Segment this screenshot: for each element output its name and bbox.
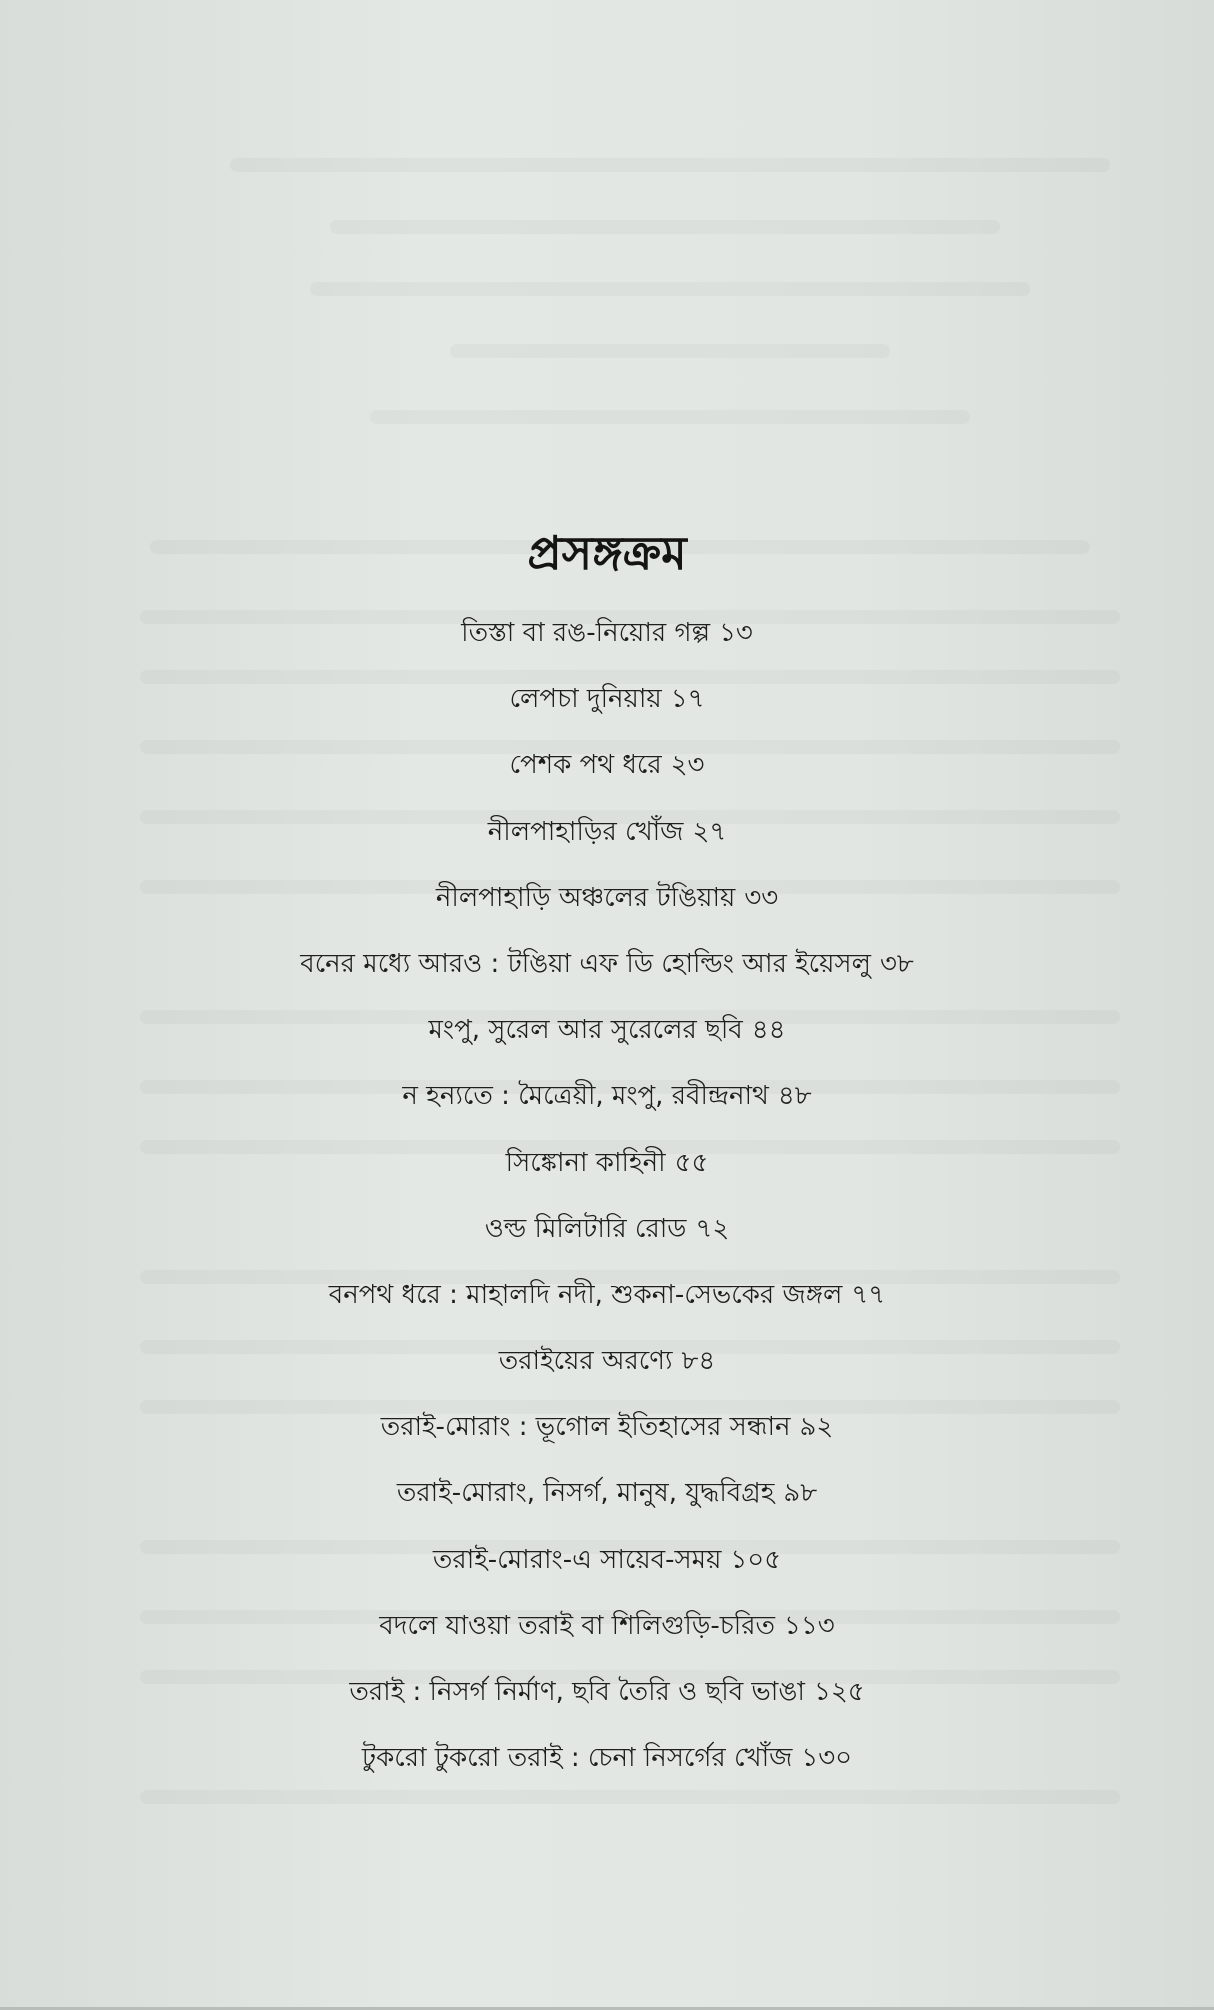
toc-entry-title: সিঙ্কোনা কাহিনী (505, 1147, 666, 1178)
toc-entry-page: ৭৭ (851, 1279, 886, 1310)
toc-entry-title: তরাই : নিসর্গ নির্মাণ, ছবি তৈরি ও ছবি ভাঙা (349, 1677, 805, 1707)
toc-entry-page: ১৭ (670, 684, 705, 715)
toc-entry-title: টুকরো টুকরো তরাই : চেনা নিসর্গের খোঁজ (361, 1743, 793, 1774)
toc-entry-page: ১৩ (719, 618, 753, 648)
toc-entry-title: বনের মধ্যে আরও : টঙিয়া এফ ডি হোল্ডিং আর ইয়েসলু (300, 948, 871, 979)
toc-entry-page: ৯২ (799, 1412, 834, 1443)
toc-entry-title: বনপথ ধরে : মাহালদি নদী, শুকনা-সেভকের জঙ্গল (328, 1279, 843, 1310)
toc-entry-title: নীলপাহাড়ির খোঁজ (487, 816, 684, 847)
toc-entry-title: পেশক পথ ধরে (509, 750, 662, 781)
toc-entry-page: ৪৪ (751, 1015, 786, 1046)
toc-entry (0, 1733, 1214, 1799)
toc-entry-page: ৭২ (695, 1213, 730, 1244)
toc-entry-title: লেপচা দুনিয়ায় (509, 684, 662, 715)
toc-entry-page: ৩৩ (744, 882, 779, 913)
toc-entry (0, 1667, 1214, 1733)
toc-entry-title: তরাইয়ের অরণ্যে (498, 1346, 673, 1377)
toc-entry (0, 1336, 1214, 1402)
toc-entry-page: ১৩০ (801, 1743, 853, 1774)
toc-entry-title: তিস্তা বা রঙ-নিয়োর গল্প (461, 618, 711, 648)
toc-entry-title: তরাই-মোরাং-এ সায়েব-সময় (432, 1544, 722, 1575)
toc-entry-title: ওল্ড মিলিটারি রোড (484, 1213, 687, 1244)
toc-entry (0, 873, 1214, 939)
toc-entry-title: তরাই-মোরাং, নিসর্গ, মানুষ, যুদ্ধবিগ্রহ (396, 1478, 775, 1509)
toc-entry (0, 1270, 1214, 1336)
toc-entry-page: ১০৫ (730, 1544, 782, 1575)
toc-entry (0, 1468, 1214, 1534)
table-of-contents (0, 608, 1214, 1799)
toc-entry (0, 1535, 1214, 1601)
toc-entry-title: বদলে যাওয়া তরাই বা শিলিগুড়ি-চরিত (379, 1610, 776, 1641)
toc-entry-page: ২৭ (692, 816, 727, 847)
toc-entry-page: ৯৮ (783, 1478, 818, 1509)
toc-entry-page: ১১৩ (784, 1610, 835, 1641)
toc-entry-title: তরাই-মোরাং : ভূগোল ইতিহাসের সন্ধান (380, 1412, 791, 1443)
toc-entry (0, 939, 1214, 1005)
toc-entry-title: নীলপাহাড়ি অঞ্চলের টঙিয়ায় (435, 882, 736, 913)
toc-entry-page: ১২৫ (813, 1677, 865, 1707)
page-title: প্রসঙ্গক্রম (527, 525, 687, 580)
toc-entry (0, 1071, 1214, 1137)
toc-entry-page: ২৩ (670, 750, 705, 781)
toc-entry-page: ৫৫ (674, 1147, 709, 1178)
toc-entry-page: ৩৮ (879, 948, 914, 979)
toc-entry-page: ৪৮ (777, 1081, 812, 1112)
toc-entry (0, 608, 1214, 674)
toc-entry (0, 740, 1214, 806)
toc-entry (0, 807, 1214, 873)
toc-entry (0, 1138, 1214, 1204)
toc-entry (0, 1005, 1214, 1071)
toc-entry-title: ন হন্যতে : মৈত্রেয়ী, মংপু, রবীন্দ্রনাথ (402, 1081, 769, 1112)
toc-entry (0, 1204, 1214, 1270)
toc-entry (0, 1601, 1214, 1667)
toc-entry (0, 674, 1214, 740)
toc-entry (0, 1402, 1214, 1468)
toc-entry-page: ৮৪ (681, 1346, 716, 1377)
toc-entry-title: মংপু, সুরেল আর সুরেলের ছবি (428, 1015, 743, 1046)
